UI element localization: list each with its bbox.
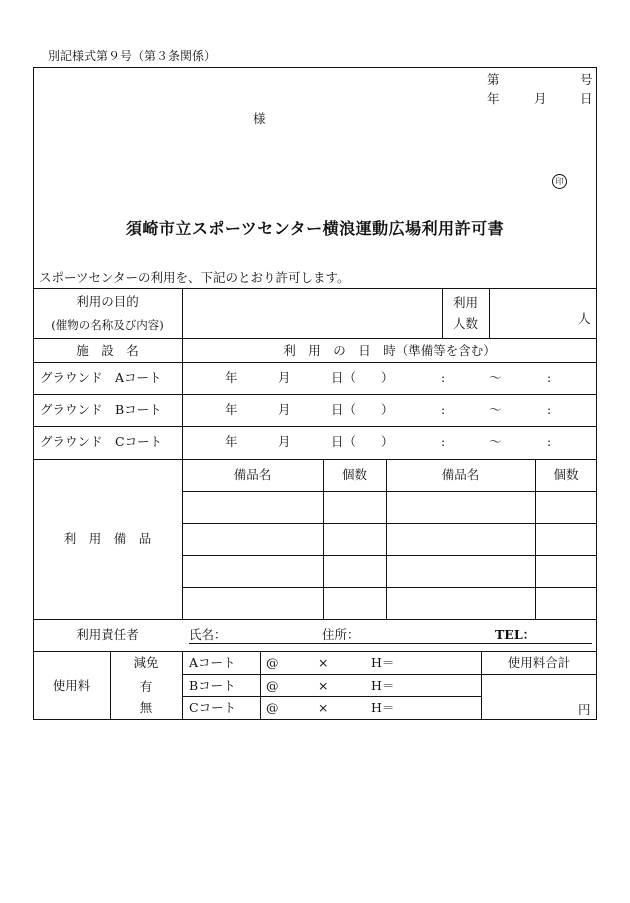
- schedule-year: 年: [225, 402, 238, 417]
- number-suffix: 号: [580, 72, 593, 87]
- recipient-honorific: 様: [253, 111, 266, 126]
- date-month-label: 月: [534, 91, 547, 106]
- fee-hours: H＝: [371, 655, 395, 670]
- schedule-colon: :: [547, 434, 552, 449]
- fee-court: Bコート: [189, 678, 236, 693]
- divider: [182, 696, 481, 697]
- divider: [33, 394, 597, 395]
- date-day-label: 日: [580, 91, 593, 106]
- attendee-count-unit: 人: [578, 311, 591, 326]
- divider: [182, 288, 183, 619]
- schedule-day: 日（ ）: [331, 434, 394, 449]
- divider: [33, 619, 597, 620]
- attendee-count-label: 利用: [452, 295, 478, 310]
- divider: [33, 362, 597, 363]
- schedule-facility: グラウンド Cコート: [40, 434, 163, 449]
- schedule-year: 年: [225, 434, 238, 449]
- fee-hours: H＝: [371, 678, 395, 693]
- divider: [33, 459, 597, 460]
- fee-total-label: 使用料合計: [507, 655, 571, 670]
- fee-multiply: ×: [318, 700, 329, 715]
- responsible-label: 利用責任者: [76, 627, 139, 642]
- schedule-month: 月: [278, 434, 291, 449]
- document-title: 須崎市立スポーツセンター横浪運動広場利用許可書: [125, 219, 505, 238]
- purpose-field[interactable]: [183, 289, 441, 337]
- responsible-underline: [189, 643, 592, 644]
- form-number-label: 別記様式第９号（第３条関係）: [48, 49, 217, 63]
- divider: [260, 651, 261, 720]
- schedule-colon: :: [441, 434, 446, 449]
- schedule-year: 年: [225, 370, 238, 385]
- fee-court: Aコート: [189, 655, 236, 670]
- equipment-label: 利 用 備 品: [63, 531, 152, 546]
- schedule-tilde: 〜: [489, 370, 502, 385]
- equipment-name-header: 備品名: [233, 467, 272, 482]
- schedule-colon: :: [441, 402, 446, 417]
- divider: [442, 288, 443, 338]
- divider: [535, 459, 536, 619]
- fee-exemption-yes[interactable]: 有: [139, 679, 153, 694]
- facility-header: 施 設 名: [76, 343, 139, 358]
- divider: [323, 459, 324, 619]
- schedule-colon: :: [547, 370, 552, 385]
- equipment-qty-header-2: 個数: [553, 467, 579, 482]
- schedule-month: 月: [278, 402, 291, 417]
- responsible-address-label: 住所：: [322, 627, 360, 642]
- divider: [182, 651, 183, 720]
- responsible-tel-label: TEL：: [495, 627, 536, 642]
- fee-hours: H＝: [371, 700, 395, 715]
- schedule-facility: グラウンド Aコート: [40, 370, 162, 385]
- schedule-colon: :: [441, 370, 446, 385]
- divider: [33, 651, 597, 652]
- fee-multiply: ×: [318, 655, 329, 670]
- fee-unit-price: @: [266, 678, 279, 693]
- fee-multiply: ×: [318, 678, 329, 693]
- schedule-month: 月: [278, 370, 291, 385]
- number-prefix: 第: [487, 72, 500, 87]
- fee-exemption-label: 減免: [133, 655, 159, 670]
- fee-court: Cコート: [189, 700, 237, 715]
- seal-mark: 印: [552, 174, 567, 189]
- equipment-name-header-2: 備品名: [441, 467, 480, 482]
- purpose-sublabel: (催物の名称及び内容): [51, 318, 164, 332]
- divider: [386, 459, 387, 619]
- schedule-tilde: 〜: [489, 402, 502, 417]
- schedule-day: 日（ ）: [331, 370, 394, 385]
- date-year-label: 年: [487, 91, 500, 106]
- fee-total-unit: 円: [578, 702, 591, 717]
- schedule-colon: :: [547, 402, 552, 417]
- fee-exemption-no[interactable]: 無: [139, 700, 153, 715]
- schedule-facility: グラウンド Bコート: [40, 402, 162, 417]
- schedule-tilde: 〜: [489, 434, 502, 449]
- purpose-label: 利用の目的: [76, 294, 139, 309]
- attendee-count-label-2: 人数: [452, 316, 478, 331]
- fee-label: 使用料: [52, 678, 91, 693]
- divider: [33, 338, 597, 339]
- fee-unit-price: @: [266, 700, 279, 715]
- divider: [182, 674, 597, 675]
- divider: [33, 426, 597, 427]
- datetime-header: 利 用 の 日 時（準備等を含む）: [283, 343, 496, 358]
- intro-text: スポーツセンターの利用を、下記のとおり許可します。: [39, 270, 350, 285]
- fee-unit-price: @: [266, 655, 279, 670]
- responsible-name-label: 氏名：: [189, 627, 227, 642]
- schedule-day: 日（ ）: [331, 402, 394, 417]
- equipment-qty-header: 個数: [341, 467, 367, 482]
